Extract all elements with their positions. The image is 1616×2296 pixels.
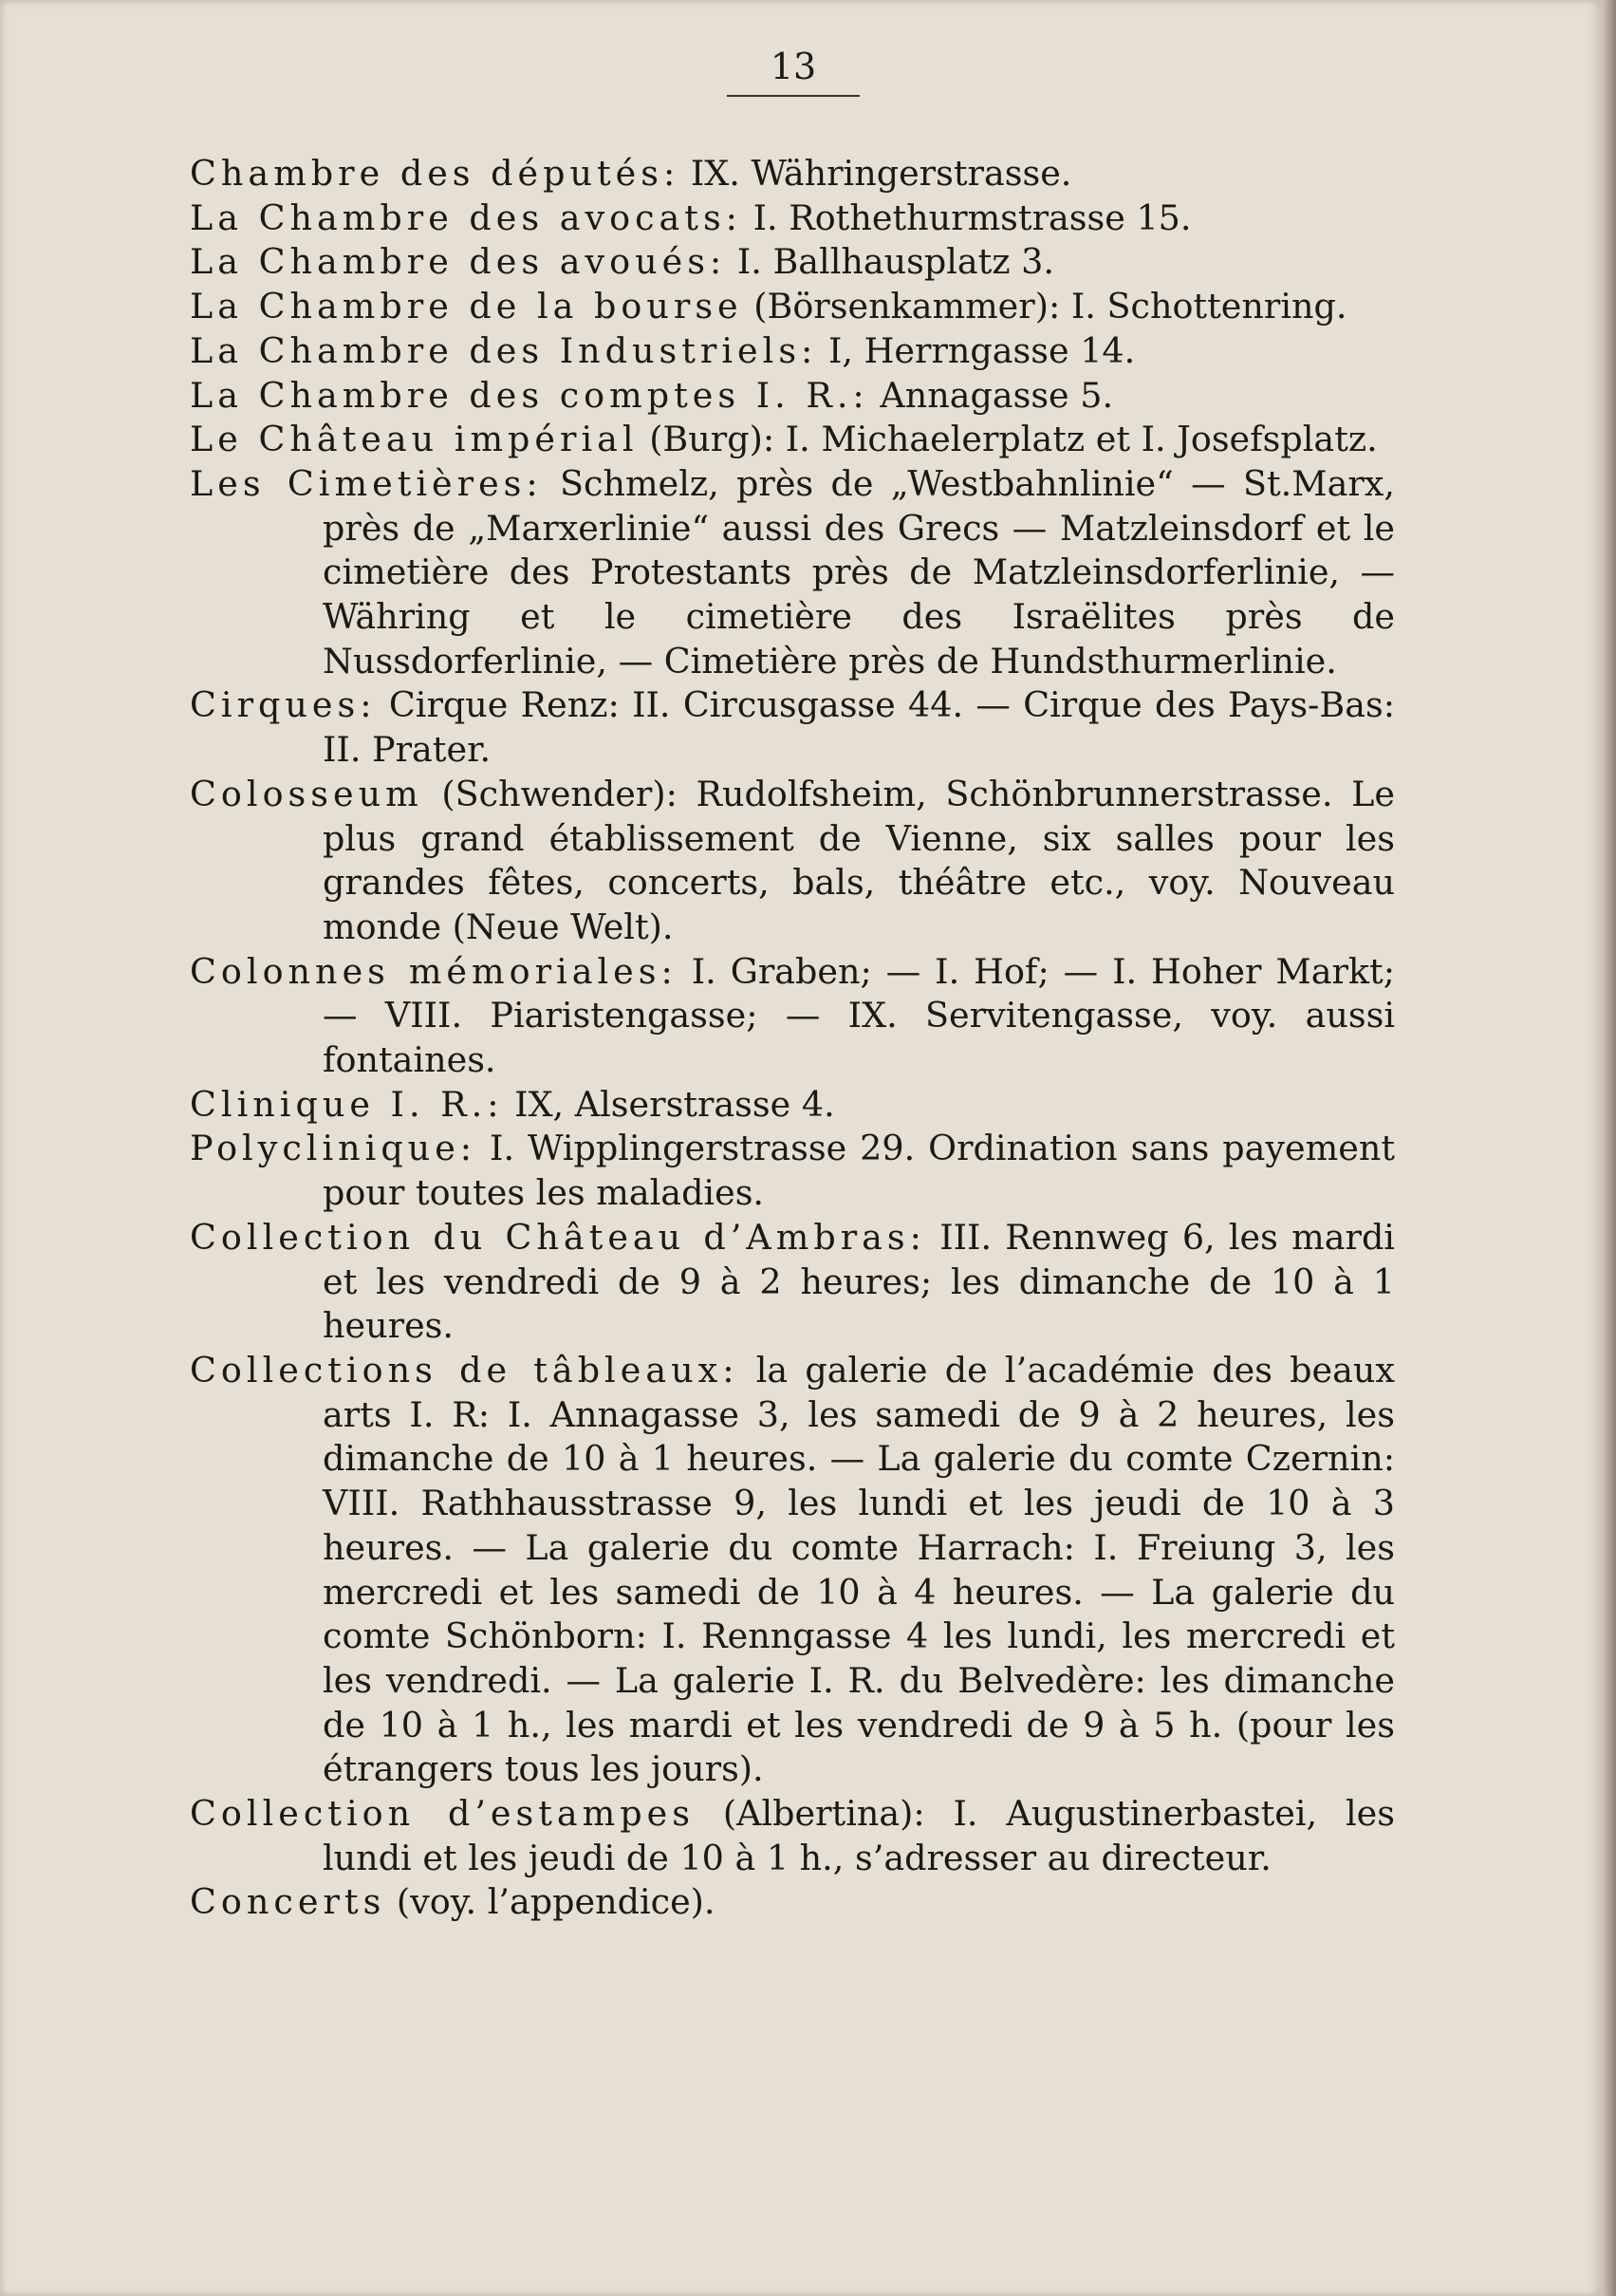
- entry-text: la galerie de l’académie des beaux arts I. R: I. Annagasse 3, les samedi de 9 à 2 heures, les dimanche de 10 à 1 heures. — La galerie du comte Czernin: VIII. Rathhausstrasse 9, les lundi et les jeudi de 10 à 3 heures. — La galerie du comte Harrach: I. Freiung 3, les mercredi et les samedi de 10 à 4 heures. — La galerie du comte Schönborn: I. Renngasse 4 les lundi, les mercredi et les vendredi. — La galerie I. R. du Belvedère: les dimanche de 10 à 1 h., les mardi et les vendredi de 9 à 5 h. (pour les étrangers tous les jours).: [323, 1349, 1395, 1790]
- entry-term: Colosseum: [190, 773, 423, 814]
- entry-term: Collection du Château d’Ambras:: [190, 1216, 926, 1258]
- entry-text: I, Herrngasse 14.: [817, 329, 1136, 371]
- entry-term: Clinique I. R.:: [190, 1083, 504, 1125]
- entry-text: (Burg): I. Michaelerplatz et I. Josefsplatz.: [638, 419, 1378, 460]
- entry-term: Concerts: [190, 1881, 386, 1923]
- entry-term: Les Cimetières:: [190, 462, 543, 504]
- entry-text: I. Ballhausplatz 3.: [726, 241, 1055, 283]
- entry-term: La Chambre des avocats:: [190, 196, 742, 238]
- entry-text: Schmelz, près de „Westbahnlinie“ — St.Marx, près de „Marxerlinie“ aussi des Grecs — Matzleinsdorf et le cimetière des Protestants près de Matzleinsdorferlinie, — Währing et le cimetière des Israëlites près de Nussdorferlinie, — Cimetière près de Hundsthurmerlinie.: [323, 462, 1395, 681]
- entry-term: Cirques:: [190, 684, 377, 726]
- page-number: 13: [770, 46, 817, 87]
- entry-text: I. Graben; — I. Hof; — I. Hoher Markt; — VIII. Piaristengasse; — IX. Servitengasse, voy. aussi fontaines.: [323, 950, 1395, 1081]
- entry-collections-tableaux: [190, 1349, 1395, 1792]
- entry-text: (Börsenkammer): I. Schottenring.: [742, 286, 1347, 327]
- entry-collection-estampes: [190, 1792, 1395, 1880]
- entry-term: La Chambre de la bourse: [190, 286, 743, 327]
- entry-concerts: [190, 1880, 1395, 1925]
- entry-term: Le Château impérial: [190, 419, 639, 460]
- directory-entries: [190, 152, 1395, 1925]
- entry-chateau-imperial: [190, 418, 1395, 462]
- header-rule: [727, 95, 860, 97]
- entry-clinique: [190, 1083, 1395, 1128]
- entry-term: La Chambre des avoués:: [190, 241, 727, 283]
- entry-text: III. Rennweg 6, les mardi et les vendredi de 9 à 2 heures; les dimanche de 10 à 1 heures.: [323, 1216, 1395, 1347]
- entry-term: Chambre des députés:: [190, 153, 680, 194]
- entry-text: (Schwender): Rudolfsheim, Schönbrunnerstrasse. Le plus grand établissement de Vienne, six salles pour les grandes fêtes, concerts, bals, théâtre etc., voy. Nouveau monde (Neue Welt).: [323, 773, 1395, 947]
- entry-term: La Chambre des comptes I. R.:: [190, 374, 869, 416]
- entry-text: (voy. l’appendice).: [385, 1881, 715, 1923]
- entry-chambre-comptes: [190, 374, 1395, 419]
- entry-text: IX, Alserstrasse 4.: [503, 1083, 835, 1125]
- entry-chambre-deputes: [190, 152, 1395, 196]
- entry-term: Colonnes mémoriales:: [190, 950, 678, 992]
- entry-cirques: [190, 683, 1395, 772]
- entry-chambre-avoues: [190, 240, 1395, 285]
- entry-colosseum: [190, 773, 1395, 950]
- entry-text: I. Wipplingerstrasse 29. Ordination sans payement pour toutes les maladies.: [323, 1128, 1395, 1214]
- entry-colonnes-memoriales: [190, 950, 1395, 1083]
- entry-collection-ambras: [190, 1216, 1395, 1349]
- entry-text: Annagasse 5.: [868, 374, 1114, 416]
- page-edge: [1602, 0, 1616, 2296]
- entry-polyclinique: [190, 1127, 1395, 1215]
- entry-text: I. Rothethurmstrasse 15.: [741, 196, 1192, 238]
- entry-text: IX. Währingerstrasse.: [679, 153, 1072, 194]
- entry-text: Cirque Renz: II. Circusgasse 44. — Cirque des Pays-Bas: II. Prater.: [323, 684, 1395, 771]
- entry-text: (Albertina): I. Augustinerbastei, les lundi et les jeudi de 10 à 1 h., s’adresser au directeur.: [323, 1793, 1395, 1878]
- page-header: [727, 42, 860, 97]
- entry-term: Collection d’estampes: [190, 1793, 695, 1835]
- entry-term: Collections de tâbleaux:: [190, 1349, 739, 1391]
- entry-chambre-industriels: [190, 329, 1395, 374]
- entry-term: Polyclinique:: [190, 1128, 477, 1169]
- entry-cimetieres: [190, 462, 1395, 684]
- entry-chambre-avocats: [190, 196, 1395, 241]
- entry-term: La Chambre des Industriels:: [190, 329, 818, 371]
- entry-chambre-bourse: [190, 285, 1395, 329]
